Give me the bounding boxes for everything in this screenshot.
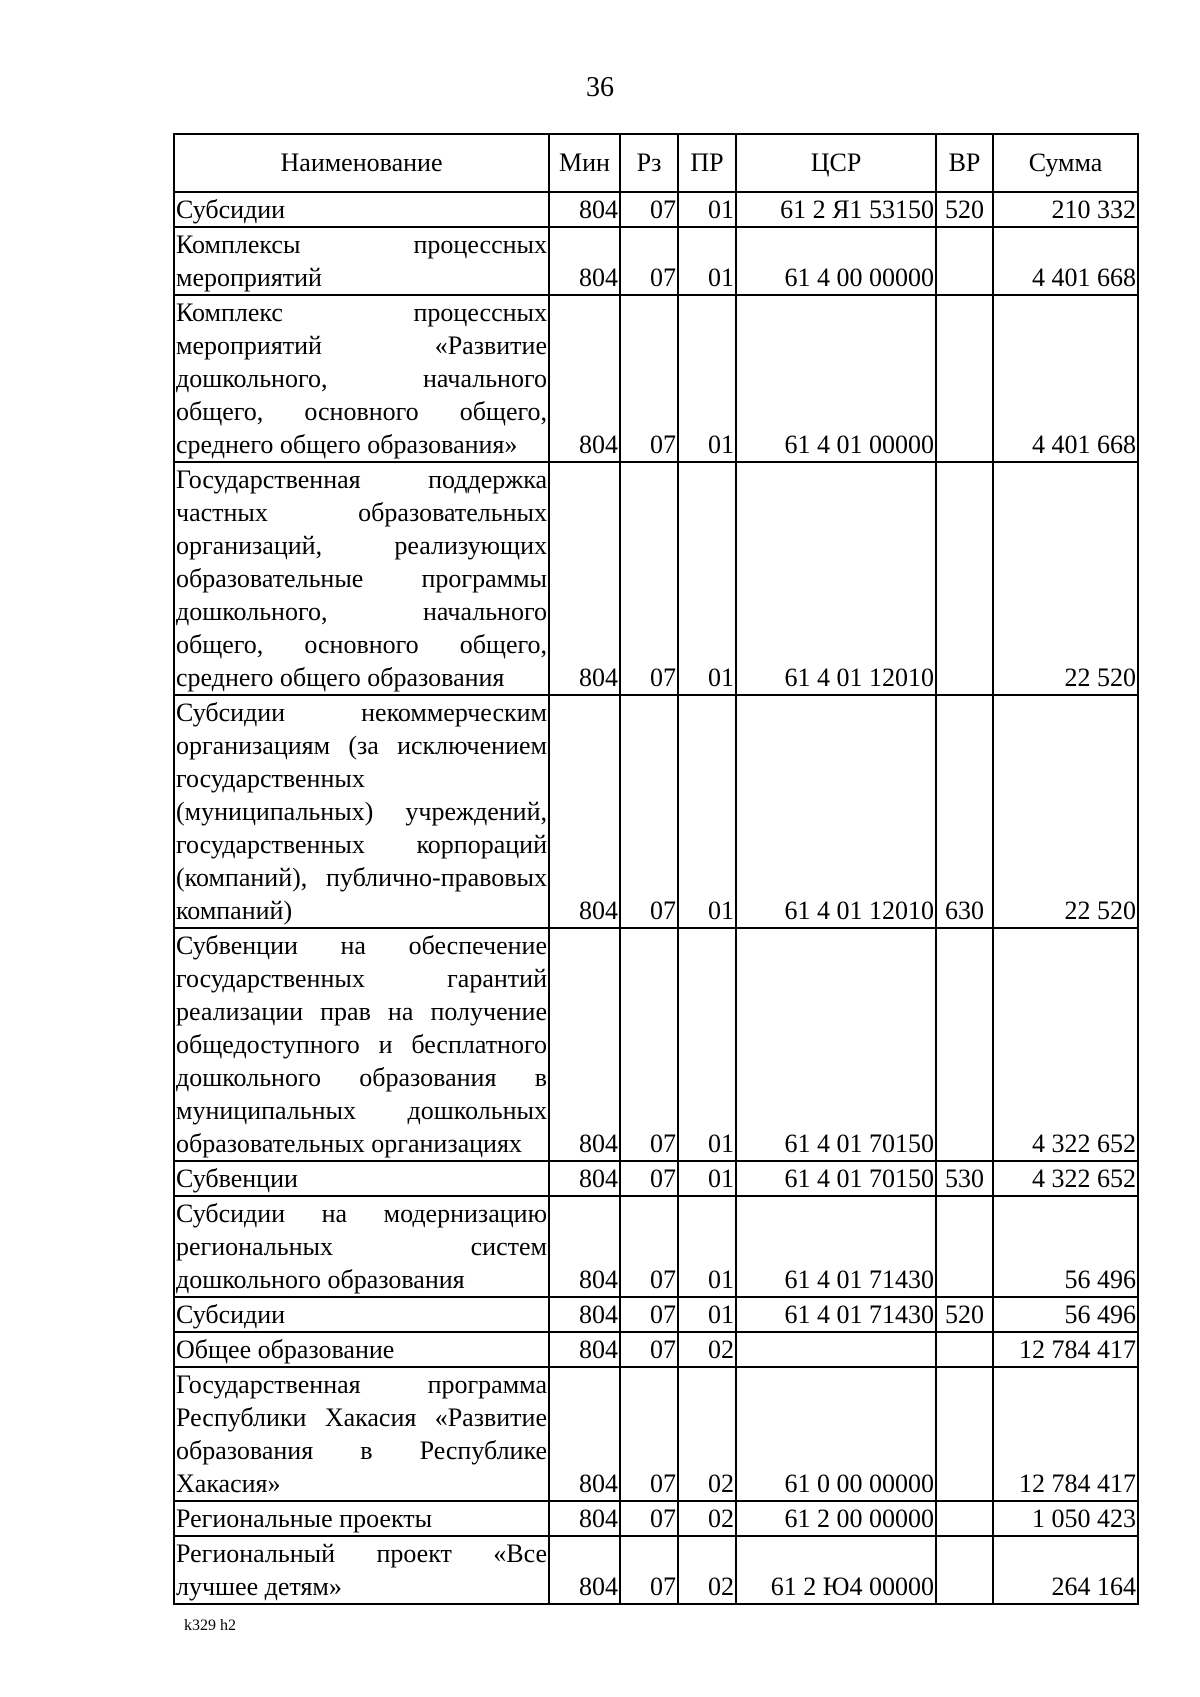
cell-rz: 07 [620, 695, 678, 928]
cell-sum: 1 050 423 [993, 1501, 1138, 1536]
cell-sum: 264 164 [993, 1536, 1138, 1604]
header-min: Мин [549, 134, 620, 192]
table-header-row [174, 134, 1138, 192]
header-name: Наименование [174, 134, 549, 192]
cell-sum: 4 322 652 [993, 1161, 1138, 1196]
cell-vr [936, 1332, 993, 1367]
cell-pr: 02 [678, 1536, 736, 1604]
cell-csr: 61 4 00 00000 [736, 227, 936, 295]
cell-min: 804 [549, 1297, 620, 1332]
cell-name: Субсидии [174, 1297, 549, 1332]
cell-rz: 07 [620, 192, 678, 227]
cell-min: 804 [549, 1196, 620, 1297]
cell-min: 804 [549, 227, 620, 295]
cell-vr [936, 1536, 993, 1604]
cell-csr: 61 4 01 71430 [736, 1196, 936, 1297]
cell-min: 804 [549, 462, 620, 695]
cell-min: 804 [549, 1332, 620, 1367]
cell-pr: 01 [678, 928, 736, 1161]
cell-pr: 01 [678, 295, 736, 462]
cell-csr: 61 4 01 71430 [736, 1297, 936, 1332]
cell-csr: 61 2 Ю4 00000 [736, 1536, 936, 1604]
table-row [174, 1536, 1138, 1604]
cell-vr [936, 227, 993, 295]
cell-vr: 520 [936, 1297, 993, 1332]
footer-code: k329 h2 [184, 1617, 236, 1634]
cell-min: 804 [549, 928, 620, 1161]
cell-rz: 07 [620, 462, 678, 695]
cell-name: Региональные проекты [174, 1501, 549, 1536]
cell-sum: 56 496 [993, 1297, 1138, 1332]
cell-vr [936, 295, 993, 462]
cell-pr: 01 [678, 1297, 736, 1332]
cell-min: 804 [549, 1536, 620, 1604]
table-row [174, 1367, 1138, 1501]
cell-vr [936, 1501, 993, 1536]
cell-min: 804 [549, 1367, 620, 1501]
cell-vr [936, 928, 993, 1161]
cell-rz: 07 [620, 1196, 678, 1297]
cell-name: Комплекс процессных мероприятий «Развитие дошкольного, начального общего, основного общего, среднего общего образования» [174, 295, 549, 462]
cell-min: 804 [549, 1161, 620, 1196]
cell-rz: 07 [620, 1536, 678, 1604]
table-row [174, 192, 1138, 227]
cell-pr: 02 [678, 1332, 736, 1367]
cell-rz: 07 [620, 227, 678, 295]
cell-vr: 530 [936, 1161, 993, 1196]
cell-rz: 07 [620, 1501, 678, 1536]
table-row [174, 227, 1138, 295]
cell-sum: 210 332 [993, 192, 1138, 227]
cell-sum: 4 401 668 [993, 295, 1138, 462]
cell-rz: 07 [620, 928, 678, 1161]
cell-sum: 4 401 668 [993, 227, 1138, 295]
page-number: 36 [586, 72, 614, 103]
header-sum: Сумма [993, 134, 1138, 192]
cell-rz: 07 [620, 1367, 678, 1501]
cell-vr [936, 1196, 993, 1297]
cell-pr: 02 [678, 1501, 736, 1536]
budget-table [173, 133, 1139, 1605]
cell-pr: 01 [678, 1161, 736, 1196]
cell-csr: 61 2 Я1 53150 [736, 192, 936, 227]
cell-csr: 61 4 01 00000 [736, 295, 936, 462]
cell-name: Субсидии [174, 192, 549, 227]
cell-name: Субсидии на модернизацию региональных систем дошкольного образования [174, 1196, 549, 1297]
cell-rz: 07 [620, 1161, 678, 1196]
cell-pr: 01 [678, 462, 736, 695]
cell-vr [936, 462, 993, 695]
table-row [174, 928, 1138, 1161]
cell-pr: 02 [678, 1367, 736, 1501]
header-rz: Рз [620, 134, 678, 192]
cell-csr: 61 4 01 12010 [736, 462, 936, 695]
cell-sum: 22 520 [993, 695, 1138, 928]
cell-pr: 01 [678, 227, 736, 295]
cell-name: Комплексы процессных мероприятий [174, 227, 549, 295]
cell-rz: 07 [620, 295, 678, 462]
cell-csr [736, 1332, 936, 1367]
cell-name: Субсидии некоммерческим организациям (за исключением государственных (муниципальных) учреждений, государственных корпораций (компаний), публично-правовых компаний) [174, 695, 549, 928]
cell-vr: 630 [936, 695, 993, 928]
cell-name: Региональный проект «Все лучшее детям» [174, 1536, 549, 1604]
table-row [174, 695, 1138, 928]
cell-csr: 61 4 01 70150 [736, 1161, 936, 1196]
cell-min: 804 [549, 192, 620, 227]
cell-name: Общее образование [174, 1332, 549, 1367]
cell-min: 804 [549, 695, 620, 928]
table-row [174, 1501, 1138, 1536]
cell-csr: 61 0 00 00000 [736, 1367, 936, 1501]
cell-pr: 01 [678, 192, 736, 227]
cell-sum: 12 784 417 [993, 1332, 1138, 1367]
table-row [174, 1161, 1138, 1196]
cell-name: Государственная программа Республики Хакасия «Развитие образования в Республике Хакасия» [174, 1367, 549, 1501]
cell-sum: 4 322 652 [993, 928, 1138, 1161]
cell-min: 804 [549, 1501, 620, 1536]
header-csr: ЦСР [736, 134, 936, 192]
table-row [174, 1196, 1138, 1297]
cell-sum: 12 784 417 [993, 1367, 1138, 1501]
table-row [174, 1297, 1138, 1332]
table-row [174, 462, 1138, 695]
cell-pr: 01 [678, 1196, 736, 1297]
table-row [174, 295, 1138, 462]
header-pr: ПР [678, 134, 736, 192]
cell-csr: 61 4 01 70150 [736, 928, 936, 1161]
cell-rz: 07 [620, 1297, 678, 1332]
cell-rz: 07 [620, 1332, 678, 1367]
cell-name: Государственная поддержка частных образовательных организаций, реализующих образовательные программы дошкольного, начального общего, основного общего, среднего общего образования [174, 462, 549, 695]
cell-vr: 520 [936, 192, 993, 227]
cell-name: Субвенции на обеспечение государственных гарантий реализации прав на получение общедоступного и бесплатного дошкольного образования в муниципальных дошкольных образовательных организациях [174, 928, 549, 1161]
cell-sum: 22 520 [993, 462, 1138, 695]
cell-vr [936, 1367, 993, 1501]
cell-pr: 01 [678, 695, 736, 928]
header-vr: ВР [936, 134, 993, 192]
cell-csr: 61 4 01 12010 [736, 695, 936, 928]
cell-csr: 61 2 00 00000 [736, 1501, 936, 1536]
cell-name: Субвенции [174, 1161, 549, 1196]
table-row [174, 1332, 1138, 1367]
cell-sum: 56 496 [993, 1196, 1138, 1297]
cell-min: 804 [549, 295, 620, 462]
